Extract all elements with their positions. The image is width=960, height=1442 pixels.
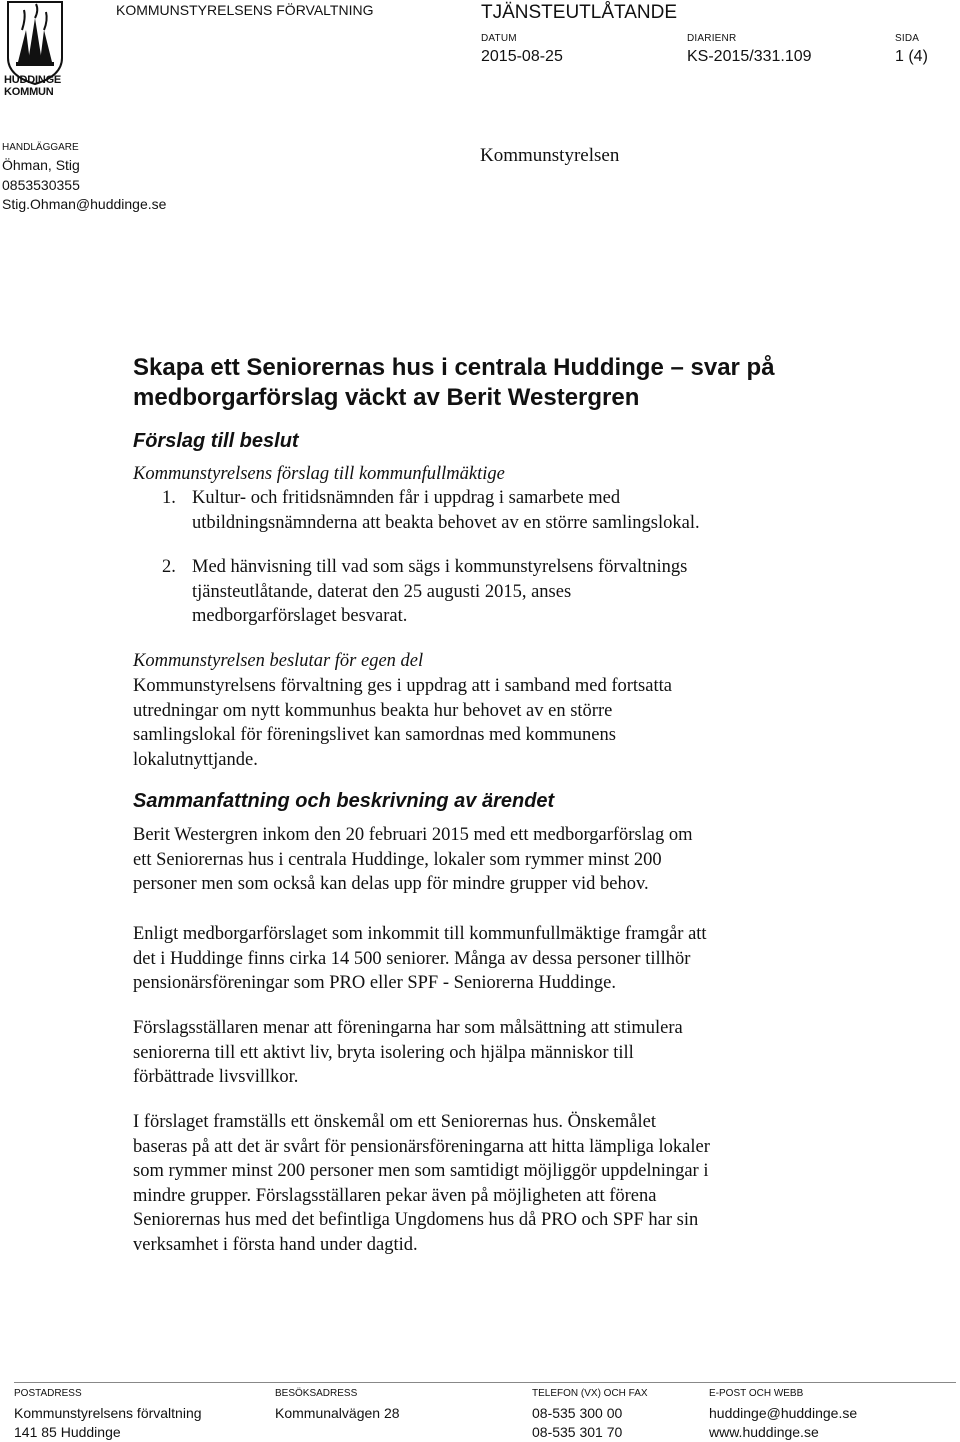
footer-postal-label: POSTADRESS	[14, 1388, 82, 1399]
item-number: 1.	[162, 488, 176, 508]
handler-email: Stig.Ohman@huddinge.se	[2, 196, 167, 212]
text-line: Berit Westergren inkom den 20 februari 2015 med ett medborgarförslag om	[133, 825, 693, 845]
text-line: ett Seniorernas hus i centrala Huddinge, lokaler som rymmer minst 200	[133, 849, 662, 870]
footer-phone-line1: 08-535 300 00	[532, 1405, 623, 1421]
proposal-heading: Förslag till beslut	[133, 430, 299, 452]
diary-value: KS-2015/331.109	[687, 48, 812, 65]
proposal-item-1	[162, 486, 862, 546]
text-line: Kommunstyrelsens förvaltning ges i uppdrag att i samband med fortsatta	[133, 676, 672, 696]
recipient: Kommunstyrelsen	[480, 145, 620, 166]
item-line: medborgarförslaget besvarat.	[192, 606, 408, 626]
footer-visit-label: BESÖKSADRESS	[275, 1388, 358, 1399]
footer-visit-line1: Kommunalvägen 28	[275, 1405, 400, 1421]
organization-name: KOMMUNSTYRELSENS FÖRVALTNING	[116, 2, 374, 18]
item-line: Kultur- och fritidsnämnden får i uppdrag i samarbete med	[192, 488, 621, 508]
text-line: pensionärsföreningar som PRO eller SPF - Seniorerna Huddinge.	[133, 973, 616, 993]
footer-email-link[interactable]: huddinge@huddinge.se	[709, 1405, 858, 1421]
text-line: I förslaget framställs ett önskemål om ett Seniorernas hus. Önskemålet	[133, 1112, 657, 1132]
handler-phone: 0853530355	[2, 177, 80, 193]
text-line: Enligt medborgarförslaget som inkommit till kommunfullmäktige framgår att	[133, 924, 707, 944]
date-value: 2015-08-25	[481, 48, 563, 65]
item-line: utbildningsnämnderna att beakta behovet av en större samlingslokal.	[192, 512, 700, 533]
text-line: seniorerna till ett aktivt liv, bryta isolering och hjälpa människor till	[133, 1042, 634, 1063]
text-line: verksamhet i första hand under dagtid.	[133, 1234, 418, 1255]
text-line: personer men som också kan delas upp för mindre grupper vid behov.	[133, 874, 649, 894]
page-title: Skapa ett Seniorernas hus i centrala Huddinge – svar på medborgarförslag väckt av Berit Westergren	[133, 354, 775, 411]
footer-web-label: E-POST OCH WEBB	[709, 1388, 804, 1399]
paragraph-4	[133, 1110, 823, 1257]
paragraph-2	[133, 922, 823, 996]
text-line: som rymmer minst 200 personer men som samtidigt möjliggör uppdelningar i	[133, 1161, 709, 1181]
document-type: TJÄNSTEUTLÅTANDE	[481, 2, 678, 23]
text-line: Förslagsställaren menar att föreningarna har som målsättning att stimulera	[133, 1018, 683, 1038]
proposal-item-2	[162, 555, 862, 635]
handler-name: Öhman, Stig	[2, 157, 80, 173]
text-line: det i Huddinge finns cirka 14 500 seniorer. Många av dessa personer tillhör	[133, 948, 691, 969]
item-line: Med hänvisning till vad som sägs i kommunstyrelsens förvaltnings	[192, 557, 688, 577]
footer-phone-line2: 08-535 301 70	[532, 1424, 623, 1440]
logo-text-line2: KOMMUN	[4, 86, 54, 98]
diary-label: DIARIENR	[687, 33, 737, 44]
proposal-subheading: Kommunstyrelsens förslag till kommunfullmäktige	[133, 464, 505, 484]
own-decision-text	[133, 674, 823, 772]
paragraph-1	[133, 823, 823, 897]
text-line: mindre grupper. Förslagsställaren pekar även på möjligheten att förena	[133, 1185, 657, 1206]
text-line: baseras på att det är svårt för pensionärsföreningarna att hitta lämpliga lokaler	[133, 1136, 710, 1157]
item-line: tjänsteutlåtande, daterat den 25 augusti 2015, anses	[192, 581, 572, 602]
text-line: samlingslokal för föreningslivet kan samordnas med kommunens	[133, 725, 616, 745]
footer-postal-line1: Kommunstyrelsens förvaltning	[14, 1405, 202, 1421]
own-decision-heading: Kommunstyrelsen beslutar för egen del	[133, 651, 424, 671]
page-value: 1 (4)	[895, 48, 928, 65]
text-line: utredningar om nytt kommunhus beakta hur behovet av en större	[133, 700, 613, 721]
footer-divider	[14, 1382, 956, 1383]
text-line: förbättrade livsvillkor.	[133, 1067, 299, 1087]
date-label: DATUM	[481, 33, 517, 44]
footer-phone-label: TELEFON (VX) OCH FAX	[532, 1388, 648, 1399]
page-label: SIDA	[895, 33, 920, 44]
summary-heading: Sammanfattning och beskrivning av ärendet	[133, 790, 555, 812]
text-line: Seniorernas hus med det befintliga Ungdomens hus då PRO och SPF har sin	[133, 1210, 699, 1230]
huddinge-logo	[4, 0, 66, 104]
handler-label: HANDLÄGGARE	[2, 142, 79, 153]
text-line: lokalutnyttjande.	[133, 749, 258, 770]
paragraph-3	[133, 1016, 823, 1090]
item-number: 2.	[162, 557, 176, 577]
footer-web-link[interactable]: www.huddinge.se	[709, 1424, 819, 1440]
logo-text-line1: HUDDINGE	[4, 74, 62, 86]
footer-postal-line2: 141 85 Huddinge	[14, 1424, 121, 1440]
